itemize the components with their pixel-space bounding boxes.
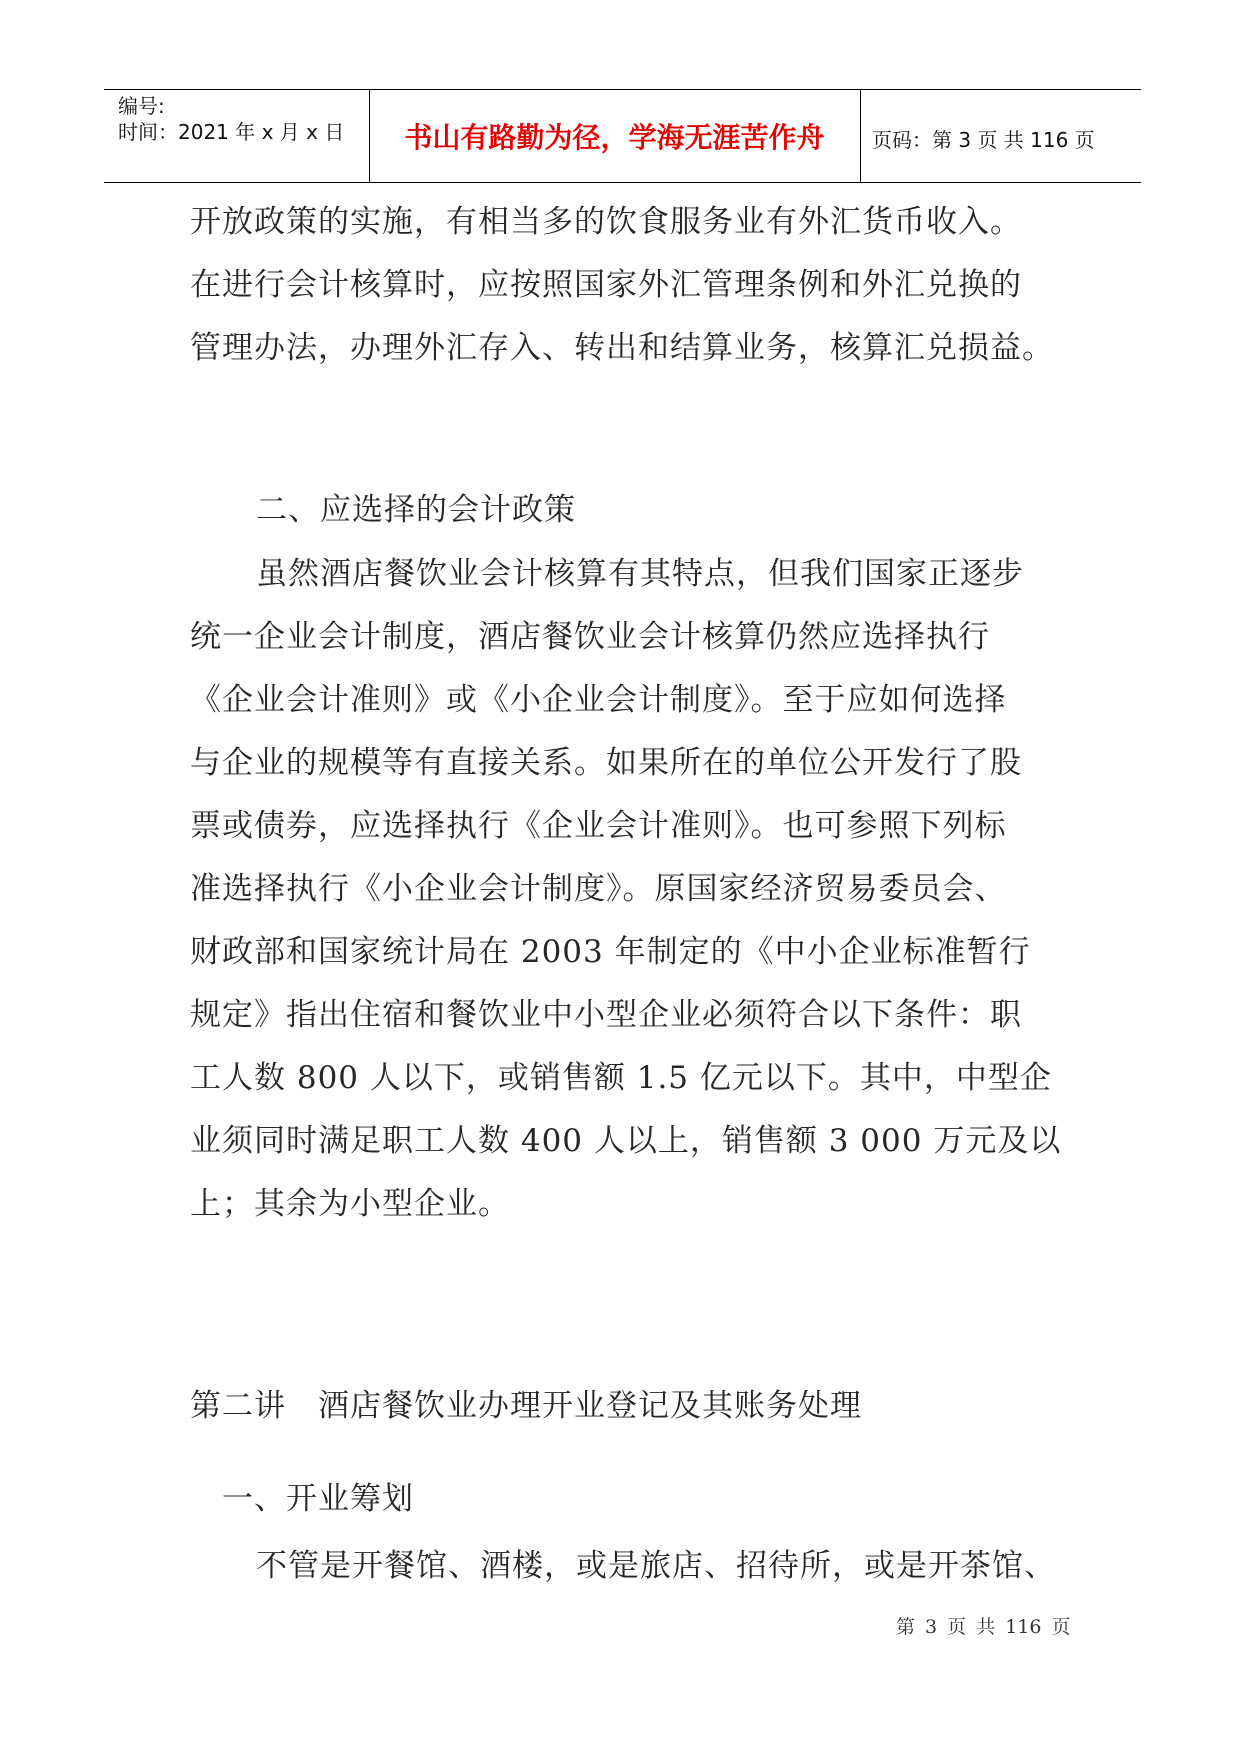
page-footer: 第 3 页 共 116 页 — [896, 1616, 1071, 1638]
section-heading: 二、应选择的会计政策 — [256, 492, 576, 528]
body-line: 开放政策的实施，有相当多的饮食服务业有外汇货币收入。 — [190, 204, 1022, 240]
body-line: 与企业的规模等有直接关系。如果所在的单位公开发行了股 — [190, 745, 1022, 781]
body-line: 工人数 800 人以下，或销售额 1.5 亿元以下。其中，中型企 — [190, 1060, 1052, 1096]
header-page-number: 页码：第 3 页 共 116 页 — [872, 128, 1095, 152]
header-divider — [860, 90, 861, 182]
header-motto: 书山有路勤为径，学海无涯苦作舟 — [404, 121, 825, 154]
document-number-label: 编号: — [118, 94, 165, 118]
body-line: 票或债券，应选择执行《企业会计准则》。也可参照下列标 — [190, 808, 1007, 844]
body-line: 财政部和国家统计局在 2003 年制定的《中小企业标准暂行 — [190, 934, 1031, 970]
body-line: 虽然酒店餐饮业会计核算有其特点，但我们国家正逐步 — [256, 556, 1024, 592]
body-line: 统一企业会计制度，酒店餐饮业会计核算仍然应选择执行 — [190, 619, 990, 655]
body-line: 业须同时满足职工人数 400 人以上，销售额 3 000 万元及以 — [190, 1123, 1062, 1159]
lecture-heading: 第二讲 酒店餐饮业办理开业登记及其账务处理 — [190, 1388, 862, 1424]
document-time-label: 时间：2021 年 x 月 x 日 — [118, 120, 345, 144]
body-line: 不管是开餐馆、酒楼，或是旅店、招待所，或是开茶馆、 — [256, 1548, 1056, 1584]
header-meta — [118, 93, 344, 145]
body-line: 准选择执行《小企业会计制度》。原国家经济贸易委员会、 — [190, 871, 1007, 907]
body-line: 在进行会计核算时，应按照国家外汇管理条例和外汇兑换的 — [190, 267, 1022, 303]
page-header — [104, 89, 1141, 183]
subsection-heading: 一、开业筹划 — [222, 1481, 414, 1517]
body-line: 规定》指出住宿和餐饮业中小型企业必须符合以下条件：职 — [190, 997, 1022, 1033]
body-line: 管理办法，办理外汇存入、转出和结算业务，核算汇兑损益。 — [190, 330, 1054, 366]
body-line: 上；其余为小型企业。 — [190, 1186, 510, 1222]
body-line: 《企业会计准则》或《小企业会计制度》。至于应如何选择 — [190, 682, 1007, 718]
